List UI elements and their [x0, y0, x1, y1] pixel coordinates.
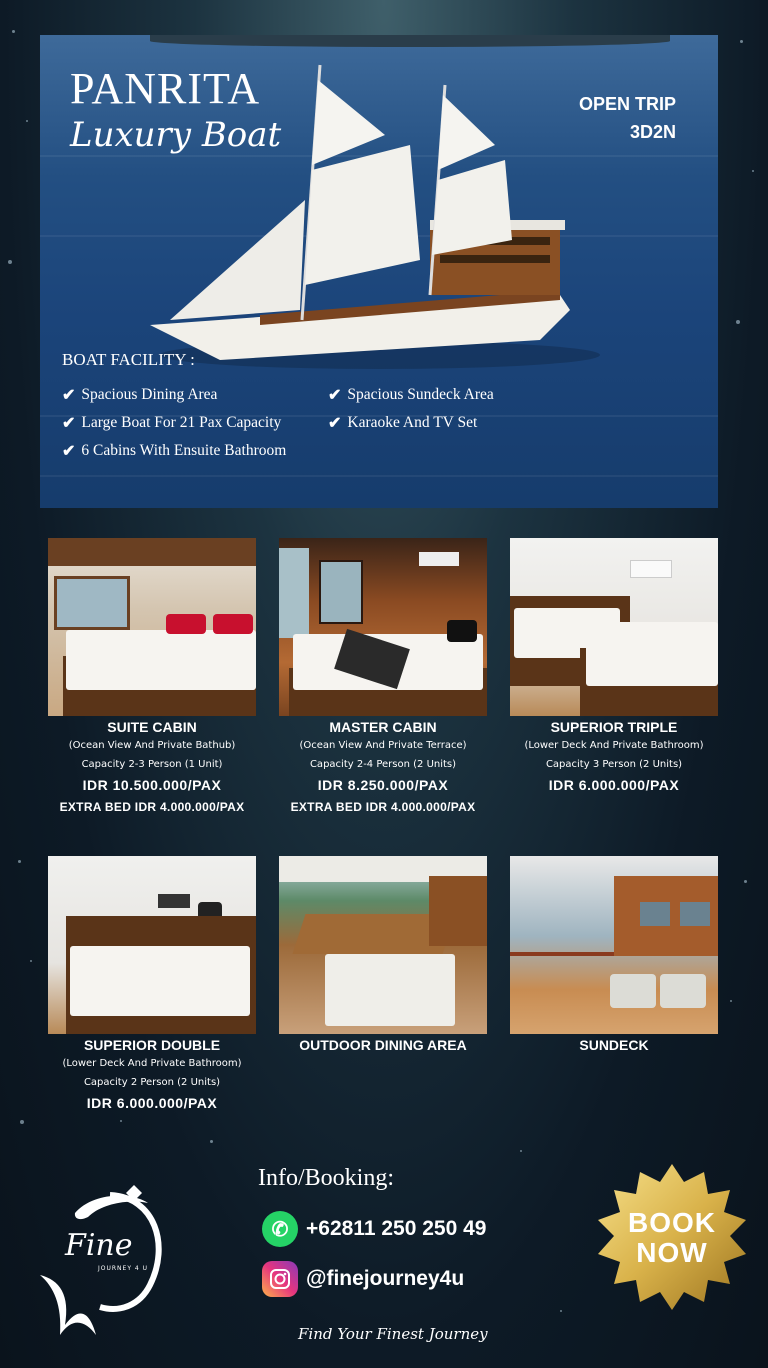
area-photo [510, 856, 718, 1034]
facility-item: ✔ Spacious Sundeck Area [328, 386, 494, 404]
whatsapp-icon: ✆ [262, 1211, 298, 1247]
cabin-photo [48, 856, 256, 1034]
area-card-sundeck [499, 856, 729, 1054]
cabin-name: SUPERIOR TRIPLE [550, 719, 678, 735]
instagram-icon [262, 1261, 298, 1297]
facility-item: ✔ Large Boat For 21 Pax Capacity [62, 414, 282, 432]
cabin-desc: (Ocean View And Private Bathub) [68, 740, 236, 751]
area-card-outdoor-dining [268, 856, 498, 1054]
area-photo [279, 856, 487, 1034]
cabin-photo [48, 538, 256, 716]
cabin-card-suite [37, 538, 267, 818]
cabin-price: IDR 6.000.000/PAX [548, 777, 680, 793]
facility-heading: BOAT FACILITY : [62, 350, 195, 369]
cabin-price: IDR 8.250.000/PAX [317, 777, 449, 793]
instagram-handle: @finejourney4u [306, 1267, 465, 1290]
tagline: Find Your Finest Journey [298, 1325, 488, 1343]
cabin-name: SUPERIOR DOUBLE [83, 1037, 221, 1053]
logo-subtext: JOURNEY 4 U [98, 1265, 149, 1272]
boat-name: PANRITA [70, 64, 261, 113]
cabin-photo [279, 538, 487, 716]
cabin-name: SUITE CABIN [107, 719, 197, 735]
facility-item: ✔ 6 Cabins With Ensuite Bathroom [62, 442, 287, 460]
cabin-capacity: Capacity 2-3 Person (1 Unit) [81, 759, 223, 770]
check-icon: ✔ [62, 443, 76, 460]
check-icon: ✔ [62, 415, 76, 432]
cabin-desc: (Ocean View And Private Terrace) [299, 740, 467, 751]
cabin-extra-bed: EXTRA BED IDR 4.000.000/PAX [290, 800, 476, 814]
cabin-desc: (Lower Deck And Private Bathroom) [524, 740, 704, 751]
trip-info [579, 90, 676, 146]
area-name: OUTDOOR DINING AREA [299, 1037, 467, 1053]
book-now-button[interactable]: BOOK NOW [628, 1207, 716, 1268]
check-icon: ✔ [62, 387, 76, 404]
trip-type: OPEN TRIP [578, 94, 676, 114]
cabin-extra-bed: EXTRA BED IDR 4.000.000/PAX [59, 800, 245, 814]
cabin-capacity: Capacity 3 Person (2 Units) [545, 759, 683, 770]
facility-item: ✔ Karaoke And TV Set [328, 414, 478, 432]
logo-wordmark: Fine [65, 1228, 133, 1263]
whatsapp-contact[interactable] [262, 1211, 486, 1247]
boat-subtitle: Luxury Boat [70, 115, 282, 155]
cabin-card-superior-double [37, 856, 267, 1114]
cabin-capacity: Capacity 2 Person (2 Units) [83, 1077, 221, 1088]
cabin-desc: (Lower Deck And Private Bathroom) [62, 1058, 242, 1069]
cabin-name: MASTER CABIN [329, 719, 437, 735]
hero-banner [40, 35, 718, 508]
cabin-photo [510, 538, 718, 716]
cabin-capacity: Capacity 2-4 Person (2 Units) [309, 759, 457, 770]
instagram-contact[interactable] [262, 1261, 464, 1297]
cabin-price: IDR 6.000.000/PAX [86, 1095, 218, 1111]
cabin-card-superior-triple [499, 538, 729, 796]
island-silhouette [150, 35, 670, 47]
cabin-price: IDR 10.500.000/PAX [82, 777, 222, 793]
booking-heading: Info/Booking: [258, 1165, 394, 1191]
cabin-card-master [268, 538, 498, 818]
check-icon: ✔ [328, 387, 342, 404]
phone-number: +62811 250 250 49 [306, 1217, 487, 1240]
facility-item: ✔ Spacious Dining Area [62, 386, 218, 404]
trip-duration: 3D2N [629, 122, 676, 142]
area-name: SUNDECK [579, 1037, 649, 1053]
check-icon: ✔ [328, 415, 342, 432]
